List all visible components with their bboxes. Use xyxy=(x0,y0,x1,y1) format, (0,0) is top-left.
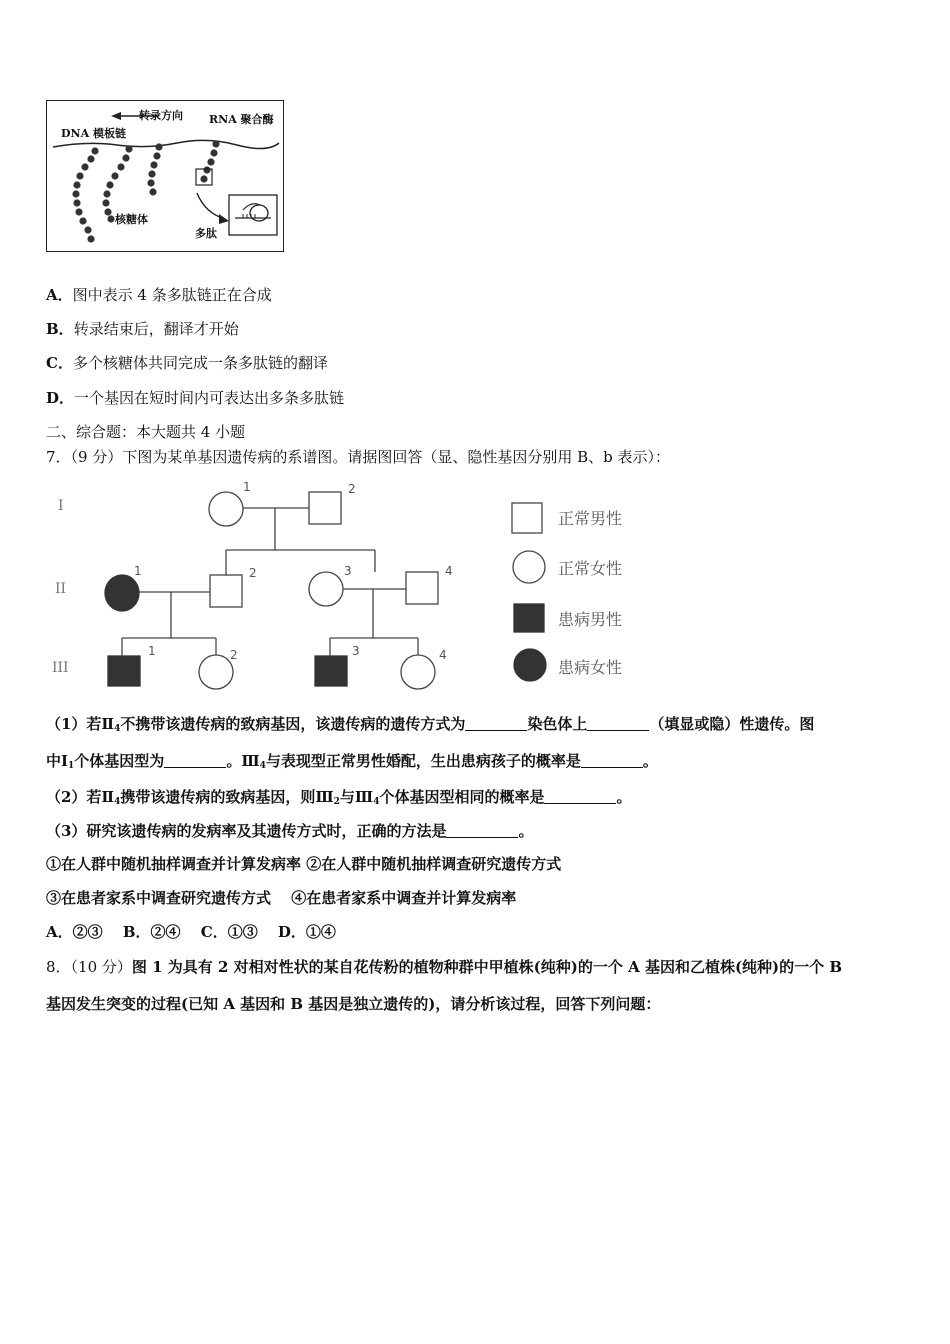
answer-blank[interactable] xyxy=(587,716,649,731)
q7-part1-line2: 中$Ⅰ_1$个体基因型为 。$Ⅲ_4$与表现型正常男性婚配，生出患病孩子的概率是 。 xyxy=(46,752,658,771)
label-II1: 1 xyxy=(134,564,142,578)
zoom-arrow xyxy=(197,193,225,219)
answer-blank[interactable] xyxy=(544,789,616,804)
peptide-zoom-box xyxy=(229,195,277,235)
label-III4: 4 xyxy=(439,648,447,662)
q7-part2: （2）若$Ⅱ_4$携带该遗传病的致病基因，则$Ⅲ_2$与$Ⅲ_4$个体基因型相同的概率是 。 xyxy=(46,788,632,807)
dna-label: DNA 模板链 xyxy=(61,127,126,140)
individual-III3 xyxy=(315,656,347,686)
transcription-figure xyxy=(46,100,284,252)
individual-III1 xyxy=(108,656,140,686)
label-II2: 2 xyxy=(249,566,257,580)
legend-normal-female-icon xyxy=(513,551,545,583)
option-c: C．多个核糖体共同完成一条多肽链的翻译 xyxy=(46,354,328,372)
q7-methods-1: ①在人群中随机抽样调查并计算发病率 ②在人群中随机抽样调查研究遗传方式 xyxy=(46,855,562,873)
q7-methods-2: ③在患者家系中调查研究遗传方式 ④在患者家系中调查并计算发病率 xyxy=(46,889,517,907)
individual-III4 xyxy=(401,655,435,689)
individual-I2 xyxy=(309,492,341,524)
label-I1: 1 xyxy=(243,480,251,494)
legend-normal-female: 正常女性 xyxy=(558,559,623,578)
q7-stem: 7．（9 分）下图为某单基因遗传病的系谱图。请据图回答（显、隐性基因分别用 B、b 表示）： xyxy=(46,448,671,466)
individual-II1 xyxy=(105,575,139,611)
label-III1: 1 xyxy=(148,644,156,658)
individual-I1 xyxy=(209,492,243,526)
legend-affected-male: 患病男性 xyxy=(558,610,623,629)
legend-affected-male-icon xyxy=(514,604,544,632)
q7-choices: A．②③ B．②④ C．①③ D．①④ xyxy=(46,923,336,941)
generation-label-II: II xyxy=(55,581,67,597)
answer-blank[interactable] xyxy=(446,823,518,838)
option-b: B．转录结束后，翻译才开始 xyxy=(46,320,239,338)
q7-part3: （3）研究该遗传病的发病率及其遗传方式时，正确的方法是 。 xyxy=(46,822,534,840)
answer-blank[interactable] xyxy=(164,753,226,768)
label-III3: 3 xyxy=(352,644,360,658)
legend-normal-male-icon xyxy=(512,503,542,533)
q8-line1: 8．（10 分）图 1 为具有 2 对相对性状的某自花传粉的植物种群中甲植株(纯种)的一个 A 基因和乙植株(纯种)的一个 B xyxy=(46,958,843,976)
option-a: A．图中表示 4 条多肽链正在合成 xyxy=(46,286,272,304)
answer-blank[interactable] xyxy=(465,716,527,731)
q7-part1-line1: （1）若$Ⅱ_4$不携带该遗传病的致病基因，该遗传病的遗传方式为 染色体上 （填显或隐）性遗传。图 xyxy=(46,715,815,734)
legend-affected-female: 患病女性 xyxy=(558,658,623,677)
generation-label-I: I xyxy=(58,498,64,514)
label-II4: 4 xyxy=(445,564,453,578)
q8-line2: 基因发生突变的过程(已知 A 基因和 B 基因是独立遗传的)，请分析该过程，回答下列问题： xyxy=(46,995,661,1013)
rna-polymerase-label: RNA 聚合酶 xyxy=(209,113,274,126)
legend-normal-male: 正常男性 xyxy=(558,509,623,528)
individual-III2 xyxy=(199,655,233,689)
answer-blank[interactable] xyxy=(581,753,643,768)
label-I2: 2 xyxy=(348,482,356,496)
pedigree-diagram xyxy=(46,478,906,698)
dna-template-strand xyxy=(53,140,279,148)
option-d: D．一个基因在短时间内可表达出多条多肽链 xyxy=(46,389,345,407)
individual-II4 xyxy=(406,572,438,604)
ribosome-label: 核糖体 xyxy=(115,213,148,226)
individual-II3 xyxy=(309,572,343,606)
ribosome-chain-3 xyxy=(147,143,162,195)
generation-label-III: III xyxy=(52,660,69,676)
ribosome-chain-1 xyxy=(72,147,98,242)
pedigree-figure xyxy=(46,478,906,698)
section-heading: 二、综合题：本大题共 4 小题 xyxy=(46,423,246,441)
direction-label: 转录方向 xyxy=(139,109,183,122)
individual-II2 xyxy=(210,575,242,607)
legend-affected-female-icon xyxy=(514,649,546,681)
label-III2: 2 xyxy=(230,648,238,662)
peptide-label: 多肽 xyxy=(195,227,217,240)
label-II3: 3 xyxy=(344,564,352,578)
